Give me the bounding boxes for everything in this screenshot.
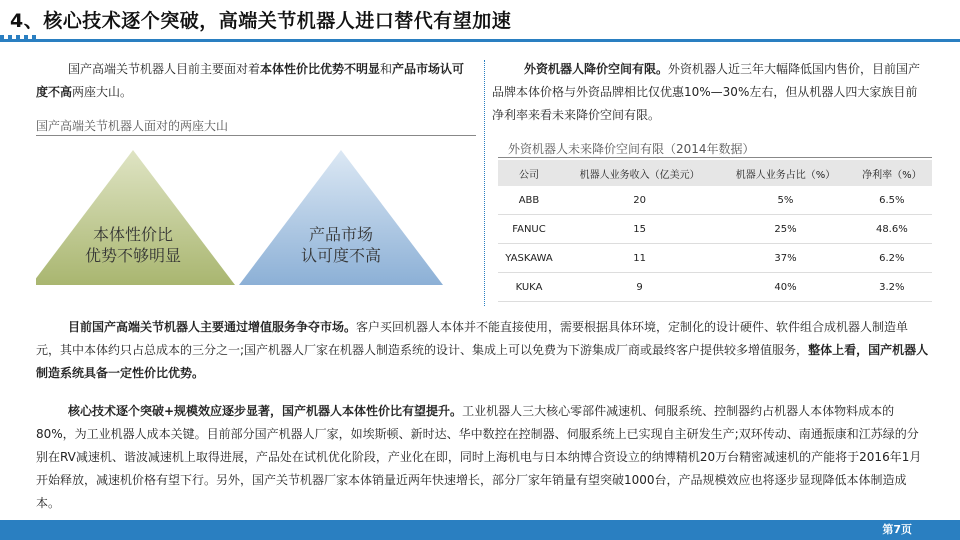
bold-span: 目前国产高端关节机器人主要通过增值服务争夺市场。 [68,320,357,334]
table-header-row [498,160,932,186]
footer-bar [0,520,960,540]
page-title: 4、核心技术逐个突破，高端关节机器人进口替代有望加速 [10,10,512,32]
table-row [498,244,932,273]
table-caption-line [498,157,932,158]
table-cell: 9 [560,273,719,302]
bold-span: 整体上看，国产机器人制造系统具备一定性价比优势。 [36,343,929,380]
bottom-paragraph-1 [36,316,930,385]
table-cell: 11 [560,244,719,273]
table-header: 机器人业务收入（亿美元） [560,160,719,186]
left-section-line [36,135,476,136]
text-span: 工业机器人三大核心零部件减速机、伺服系统、控制器约占机器人本体物料成本的80%，为工业机器人成本关键。目前部分国产机器人厂家，如埃斯顿、新时达、华中数控在控制器、伺服系统上已实现自主研发生产;双环传动、南通振康和江苏绿的分别在RV减速机、谐波减速机上取得进展，产品处在试机优化阶段，产业化在即，同时上海机电与日本纳博合资设立的纳博精机20万台精密减速机的产能将于2016年1月开始释放，减速机价格有望下行。另外，国产关节机器厂家本体销量近两年快速增长，部分厂家年销量有望突破1000台，产品规模效应也将逐步显现降低本体制造成本。 [36,404,922,510]
table-cell: ABB [498,186,560,215]
table-row [498,273,932,302]
bold-span: 核心技术逐个突破+规模效应逐步显著，国产机器人本体性价比有望提升。 [68,404,463,418]
table-cell: FANUC [498,215,560,244]
table-cell: 6.2% [852,244,932,273]
triangle-right-line2: 认可度不高 [300,246,382,265]
table-cell: 3.2% [852,273,932,302]
table-cell: 37% [719,244,851,273]
bold-span: 本体性价比优势不明显 [260,62,381,76]
text-span: 客户买回机器人本体并不能直接使用，需要根据具体环境，定制化的设计硬件、软件组合成机器人制造单元，其中本体约只占总成本的三分之一;国产机器人厂家在机器人制造系统的设计、集成上可以免费为下游集成厂商或最终客户提供较多增值服务， [36,320,909,357]
triangle-left-line2: 优势不够明显 [84,246,182,265]
bold-span: 外资机器人降价空间有限。 [524,62,669,76]
table-row [498,215,932,244]
table-caption: 外资机器人未来降价空间有限（2014年数据） [508,142,755,156]
page-number: 第7页 [882,523,912,536]
title-underline [0,34,960,42]
right-paragraph [492,58,928,127]
table-row [498,186,932,215]
bold-span: 产品市场认可度不高 [36,62,465,99]
underline-ticks [0,35,36,39]
table-cell: 25% [719,215,851,244]
text-span: 外资机器人近三年大幅降低国内售价，目前国产品牌本体价格与外资品牌相比仅优惠10%—30%左右，但从机器人四大家族目前净利率来看未来降价空间有限。 [492,62,921,122]
table-cell: 6.5% [852,186,932,215]
bottom-paragraph-2 [36,400,930,515]
text-span: 和 [380,62,393,76]
data-table [498,160,932,302]
left-section-label: 国产高端关节机器人面对的两座大山 [36,119,229,133]
table-header: 机器人业务占比（%） [719,160,851,186]
table-cell: 48.6% [852,215,932,244]
table-cell: YASKAWA [498,244,560,273]
table-header: 净利率（%） [852,160,932,186]
text-span: 国产高端关节机器人目前主要面对着 [68,62,261,76]
left-paragraph [36,58,476,104]
table-header: 公司 [498,160,560,186]
table-cell: 5% [719,186,851,215]
triangle-right-line1: 产品市场 [308,225,374,244]
vertical-divider [484,60,485,306]
table-cell: KUKA [498,273,560,302]
text-span: 两座大山。 [72,85,133,99]
table-cell: 20 [560,186,719,215]
triangles-diagram [36,150,476,300]
triangle-left-line1: 本体性价比 [92,225,174,244]
table-cell: 40% [719,273,851,302]
table-cell: 15 [560,215,719,244]
